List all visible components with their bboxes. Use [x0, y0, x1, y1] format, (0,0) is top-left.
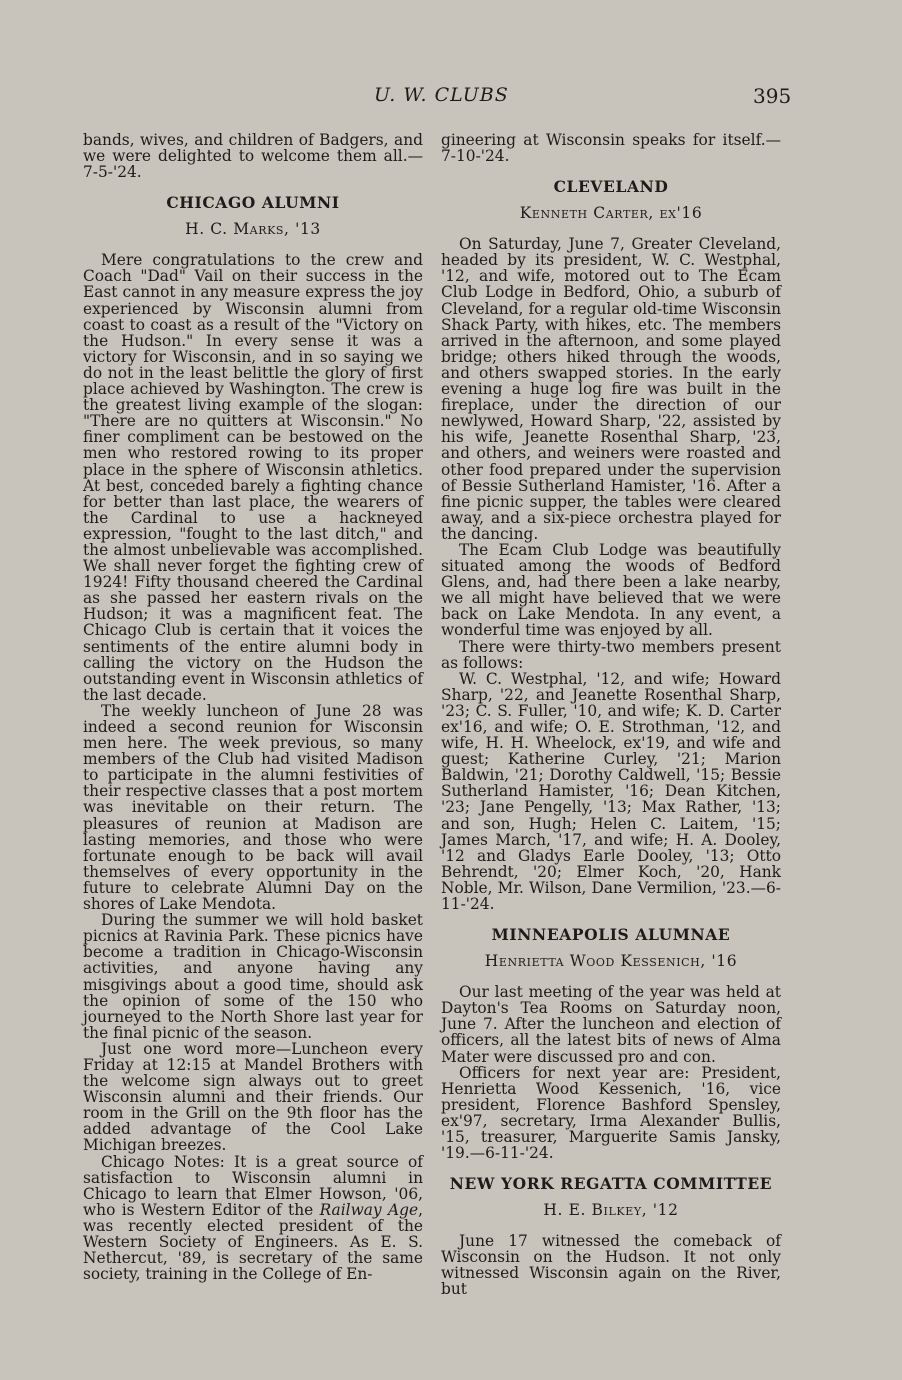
paragraph: There were thirty-two members present as follows: [441, 637, 781, 672]
paragraph: On Saturday, June 7, Greater Cleveland, headed by its president, W. C. Westphal, '12, and wife, motored out to The Ecam Club Lodge in Bedford, Ohio, a suburb of Cleveland, for a regular old-time Wisconsin Shack Party, with hikes, etc. The members arrived in the afternoon, and some played bridge; others hiked through the woods, and others swapped stories. In the early evening a huge log fire was built in the fireplace, under the direction of our newlywed, Howard Sharp, '22, assisted by his wife, Jeanette Rosenthal Sharp, '23, and others, and weiners were roasted and other food prepared under the supervision of Bessie Sutherland Hamister, '16. After a fine picnic supper, the tables were cleared away, and a six-piece orchestra played for the dancing. [441, 235, 781, 543]
page-number: 395 [753, 84, 792, 108]
paragraph: Our last meeting of the year was held at Dayton's Tea Rooms on Saturday noon, June 7. After the luncheon and election of officers, all the latest bits of news of Alma Mater were discussed pro and con. [441, 983, 781, 1066]
running-head: U. W. CLUBS [374, 84, 509, 106]
byline-minneapolis: Henrietta Wood Kessenich, '16 [484, 952, 738, 971]
continued-paragraph: gineering at Wisconsin speaks for itself.—7-10-'24. [441, 131, 781, 166]
byline-chicago: H. C. Marks, '13 [185, 220, 321, 239]
section-title-cleveland: CLEVELAND [553, 177, 669, 197]
section-title-minneapolis: MINNEAPOLIS ALUMNAE [491, 925, 731, 945]
paragraph: W. C. Westphal, '12, and wife; Howard Sharp, '22, and Jeanette Rosenthal Sharp, '23; C. S. Fuller, '10, and wife; K. D. Carter ex'16, and wife; O. E. Strothman, '12, and wife, H. H. Wheelock, ex'19, and wife and guest; Katherine Curley, '21; Marion Baldwin, '21; Dorothy Caldwell, '15; Bessie Sutherland Hamister, '16; Dean Kitchen, '23; Jane Pengelly, '13; Max Rather, '13; and son, Hugh; Helen C. Laitem, '15; James March, '17, and wife; H. A. Dooley, '12 and Gladys Earle Dooley, '13; Otto Behrendt, '20; Elmer Koch, '20, Hank Noble, Mr. Wilson, Dane Vermilion, '23.—6-11-'24. [441, 669, 781, 914]
paragraph: The Ecam Club Lodge was beautifully situated among the woods of Bedford Glens, and, had there been a lake nearby, we all might have believed that we were back on Lake Mendota. In any event, a wonderful time was enjoyed by all. [441, 540, 781, 640]
section-title-chicago: CHICAGO ALUMNI [166, 193, 340, 213]
byline-new-york: H. E. Bilkey, '12 [543, 1201, 679, 1220]
paragraph: June 17 witnessed the comeback of Wisconsin on the Hudson. It not only witnessed Wisconsin again on the River, but [441, 1232, 781, 1299]
paragraph: During the summer we will hold basket picnics at Ravinia Park. These picnics have become a tradition in Chicago-Wisconsin activities, and anyone having any misgivings about a good time, should ask the opinion of some of the 150 who journeyed to the North Shore last year for the final picnic of the season. [83, 911, 423, 1042]
text-run: Chicago Notes: It is a great source of satisfaction to Wisconsin alumni in Chicago to learn that Elmer Howson, '06, who is Western Editor of the [83, 1152, 423, 1219]
left-column [83, 132, 423, 1282]
text-run: , was recently elected president of the Western Society of Engineers. As E. S. Nethercut, '89, is secretary of the same society, training in the College of En- [83, 1200, 423, 1284]
italic-publication-title: Railway Age [319, 1200, 419, 1219]
byline-cleveland: Kenneth Carter, ex'16 [519, 204, 703, 223]
right-column [441, 132, 781, 1298]
paragraph: Officers for next year are: President, Henrietta Wood Kessenich, '16, vice president, Florence Bashford Spensley, ex'97, secretary, Irma Alexander Bullis, '15, treasurer, Marguerite Samis Jansky, '19.—6-11-'24. [441, 1063, 781, 1163]
paragraph [83, 1154, 423, 1283]
section-title-new-york: NEW YORK REGATTA COMMITTEE [449, 1174, 773, 1194]
paragraph: Mere congratulations to the crew and Coach "Dad" Vail on their success in the East cannot in any measure express the joy experienced by Wisconsin alumni from coast to coast as a result of the "Victory on the Hudson." In every sense it was a victory for Wisconsin, and in so saying we do not in the least belittle the glory of first place achieved by Washington. The crew is the greatest living example of the slogan: "There are no quitters at Wisconsin." No finer compliment can be bestowed on the men who restored rowing to its proper place in the sphere of Wisconsin athletics. At best, conceded barely a fighting chance for better than last place, the wearers of the Cardinal to use a hackneyed expression, "fought to the last ditch," and the almost unbelievable was accomplished. We shall never forget the fighting crew of 1924! Fifty thousand cheered the Cardinal as she passed her eastern rivals on the Hudson; it was a magnificent feat. The Chicago Club is certain that it voices the sentiments of the entire alumni body in calling the victory on the Hudson the outstanding event in Wisconsin athletics of the last decade. [83, 251, 423, 704]
paragraph: The weekly luncheon of June 28 was indeed a second reunion for Wisconsin men here. The week previous, so many members of the Club had visited Madison to participate in the alumni festivities of their respective classes that a post mortem was inevitable on their return. The pleasures of reunion at Madison are lasting memories, and those who were fortunate enough to be back will avail themselves of every opportunity in the future to celebrate Alumni Day on the shores of Lake Mendota. [83, 701, 423, 914]
paragraph: Just one word more—Luncheon every Friday at 12:15 at Mandel Brothers with the welcome sign always out to greet Wisconsin alumni and their friends. Our room in the Grill on the 9th floor has the added advantage of the Cool Lake Michigan breezes. [83, 1039, 423, 1155]
continued-paragraph: bands, wives, and children of Badgers, and we were delighted to welcome them all.—7-5-'24. [83, 131, 423, 182]
